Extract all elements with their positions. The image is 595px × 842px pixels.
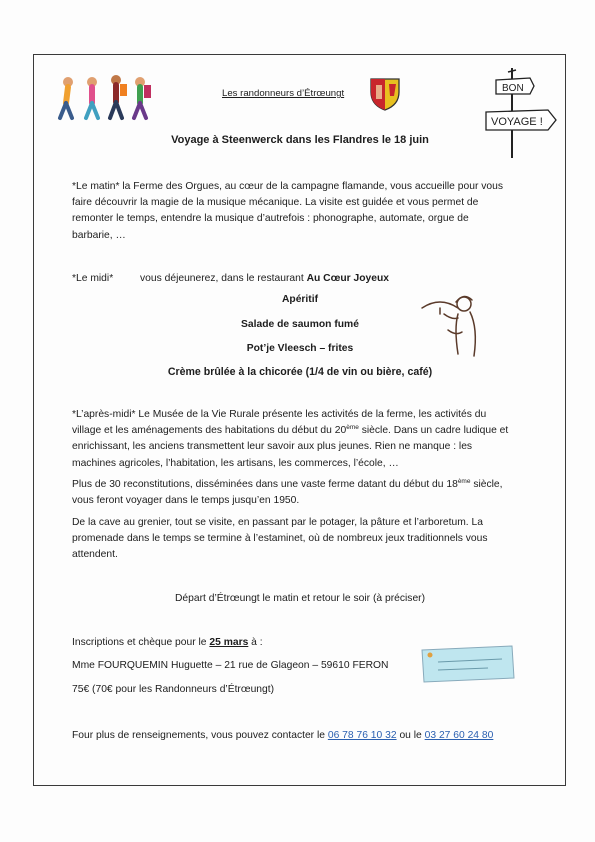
menu-item-3: Pot’je Vleesch – frites bbox=[246, 343, 354, 354]
midi-line bbox=[140, 273, 389, 284]
menu-item-1: Apéritif bbox=[281, 294, 319, 305]
coat-of-arms-icon bbox=[368, 76, 402, 112]
apres-midi-text-1: Le Musée de la Vie Rurale présente les activités de la ferme, les activités du village et les aménagements des habitations du début du 20 bbox=[72, 409, 487, 437]
sign-bottom-text: VOYAGE ! bbox=[491, 116, 543, 128]
restaurant-name: Au Cœur Joyeux bbox=[306, 273, 389, 284]
midi-label: *Le midi* bbox=[72, 273, 114, 284]
depart-line: Départ d’Étrœungt le matin et retour le soir (à préciser) bbox=[174, 593, 426, 604]
phone-link-1[interactable]: 06 78 76 10 32 bbox=[327, 730, 397, 741]
contact-text: Four plus de renseignements, vous pouvez contacter le bbox=[72, 730, 328, 741]
page-title: Voyage à Steenwerck dans les Flandres le 18 juin bbox=[171, 134, 429, 146]
para2-text-2: siècle, vous feront voyager dans le temps jusqu’en 1950. bbox=[72, 479, 503, 507]
apres-midi-text-2: siècle. Dans un cadre ludique et enrichissant, les anciens transmettent leur savoir aux plus jeunes. Rien ne manque : les machines agricoles, l’habitation, les artisans, les commerces, l’école, … bbox=[72, 425, 509, 469]
matin-text: la Ferme des Orgues, au cœur de la campagne flamande, vous accueille pour vous faire découvrir la magie de la musique mécanique. La visite est guidée et vous permet de remonter le temps, entendre la musique d’autrefois : phonographe, automate, orgue de barbarie, … bbox=[72, 181, 503, 241]
inscriptions-suffix: à : bbox=[248, 637, 263, 648]
phone-link-2[interactable]: 03 27 60 24 80 bbox=[424, 730, 494, 741]
cheque-illustration bbox=[418, 644, 516, 684]
apres-midi-label: *L’après-midi* bbox=[72, 409, 136, 420]
sign-top-text: BON bbox=[502, 83, 524, 94]
para2-sup: ème bbox=[457, 478, 471, 485]
menu-item-4: Crème brûlée à la chicorée (1/4 de vin ou bière, café) bbox=[167, 366, 433, 378]
menu-item-2: Salade de saumon fumé bbox=[241, 319, 359, 330]
inscriptions-date: 25 mars bbox=[209, 637, 249, 648]
apres-midi-paragraph bbox=[72, 407, 512, 472]
contact-line bbox=[72, 730, 493, 741]
inscriptions-text: Inscriptions et chèque pour le bbox=[72, 637, 210, 648]
address-line: Mme FOURQUEMIN Huguette – 21 rue de Glageon – 59610 FERON bbox=[72, 660, 389, 671]
apres-midi-sup-1: ème bbox=[346, 424, 359, 432]
matin-paragraph bbox=[72, 179, 512, 244]
hikers-illustration bbox=[50, 70, 160, 124]
inscriptions-line bbox=[72, 637, 263, 648]
visit-paragraph: De la cave au grenier, tout se visite, en passant par le potager, la pâture et l’arboretum. La promenade dans le temps se termine à l’estaminet, où de nombreux jeux traditionnels vous attendent. bbox=[72, 517, 488, 561]
price-line: 75€ (70€ pour les Randonneurs d’Étrœungt) bbox=[72, 684, 275, 695]
matin-label: *Le matin* bbox=[72, 181, 120, 192]
waiter-illustration bbox=[418, 284, 484, 362]
para2-text-1: Plus de 30 reconstitutions, disséminées dans une vaste ferme datant du début du 18 bbox=[72, 479, 458, 490]
midi-text: vous déjeunerez, dans le restaurant bbox=[140, 273, 307, 284]
reconstitutions-paragraph bbox=[72, 477, 512, 509]
club-name: Les randonneurs d’Étrœungt bbox=[222, 88, 345, 99]
contact-middle: ou le bbox=[396, 730, 425, 741]
